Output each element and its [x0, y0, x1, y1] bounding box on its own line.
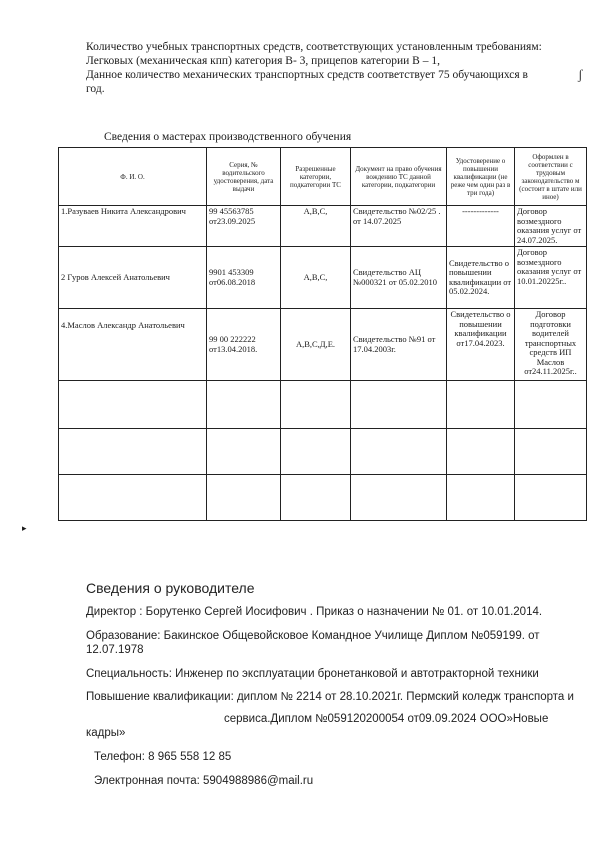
cell-formalized: Договор возмездного оказания услуг от 10.01.20225г.. — [515, 247, 587, 309]
cell-empty — [59, 475, 207, 521]
header-document: Документ на право обучения вождению ТС данной категории, подкатегории — [351, 148, 447, 206]
cell-empty — [515, 381, 587, 429]
manager-phone: Телефон: 8 965 558 12 85 — [94, 751, 232, 763]
table-row — [59, 309, 587, 381]
handwritten-mark: ʃ — [578, 68, 583, 83]
cell-empty — [447, 381, 515, 429]
cell-empty — [281, 429, 351, 475]
table-row — [59, 206, 587, 247]
intro-line-1: Количество учебных транспортных средств, соответствующих установленным требованиям: — [86, 41, 542, 53]
cell-fio: 2 Гуров Алексей Анатольевич — [59, 247, 207, 309]
table-row-empty — [59, 429, 587, 475]
cell-empty — [351, 475, 447, 521]
cell-empty — [207, 475, 281, 521]
table-row — [59, 247, 587, 309]
scan-mark: ▸ — [22, 523, 27, 533]
cell-empty — [515, 429, 587, 475]
intro-line-2: Легковых (механическая кпп) категория В- 3, прицепов категории В – 1, — [86, 55, 440, 67]
header-categories: Разрешенные категории, подкатегории ТС — [281, 148, 351, 206]
cell-document: Свидетельство №02/25 . от 14.07.2025 — [351, 206, 447, 247]
manager-heading: Сведения о руководителе — [86, 580, 255, 596]
cell-empty — [207, 429, 281, 475]
cell-empty — [447, 429, 515, 475]
cell-empty — [447, 475, 515, 521]
cell-empty — [59, 429, 207, 475]
intro-line-3: Данное количество механических транспортных средств соответствует 75 обучающихся в — [86, 69, 528, 81]
header-series: Серия, № водительского удостоверения, дата выдачи — [207, 148, 281, 206]
manager-email: Электронная почта: 5904988986@mail.ru — [94, 775, 314, 787]
cell-document: Свидетельство №91 от 17.04.2003г. — [351, 309, 447, 381]
manager-education-1: Образование: Бакинское Общевойсковое Командное Училище Диплом №059199. от — [86, 630, 540, 642]
manager-qualification-1: Повышение квалификации: диплом № 2214 от 28.10.2021г. Пермский коледж транспорта и — [86, 691, 574, 703]
cell-certificate: Свидетельство о повышении квалификации от17.04.2023. — [447, 309, 515, 381]
cell-empty — [515, 475, 587, 521]
intro-block — [86, 40, 586, 96]
cell-empty — [281, 475, 351, 521]
table-header-row — [59, 148, 587, 206]
cell-empty — [281, 381, 351, 429]
table-row-empty — [59, 381, 587, 429]
manager-section — [86, 580, 596, 788]
cell-certificate: ------------- — [447, 206, 515, 247]
cell-categories: А,В,С, — [281, 247, 351, 309]
cell-empty — [207, 381, 281, 429]
cell-empty — [59, 381, 207, 429]
cell-empty — [351, 381, 447, 429]
cell-empty — [351, 429, 447, 475]
manager-education-2: 12.07.1978 — [86, 644, 144, 656]
intro-line-4: год. — [86, 83, 105, 95]
cell-categories: А,В,С,Д,Е. — [281, 309, 351, 381]
masters-table — [58, 147, 587, 521]
cell-formalized: Договор подготовки водителей транспортных средств ИП Маслов от24.11.2025г.. — [515, 309, 587, 381]
manager-qualification-3: кадры» — [86, 727, 126, 739]
cell-certificate: Свидетельство о повышении квалификации от 05.02.2024. — [447, 247, 515, 309]
header-fio: Ф. И. О. — [59, 148, 207, 206]
cell-fio: 1.Разуваев Никита Александрович — [59, 206, 207, 247]
cell-series: 99 00 222222 от13.04.2018. — [207, 309, 281, 381]
header-formalized: Оформлен в соответствии с трудовым законодательство м (состоит в штате или иное) — [515, 148, 587, 206]
section-title: Сведения о мастерах производственного обучения — [104, 131, 352, 143]
manager-director: Директор : Борутенко Сергей Иосифович . Приказ о назначении № 01. от 10.01.2014. — [86, 606, 543, 618]
cell-formalized: Договор возмездного оказания услуг от 24.07.2025. — [515, 206, 587, 247]
header-certificate: Удостоверение о повышении квалификации (не реже чем один раз в три года) — [447, 148, 515, 206]
manager-specialty: Специальность: Инженер по эксплуатации бронетанковой и автотракторной техники — [86, 668, 539, 680]
table-row-empty — [59, 475, 587, 521]
cell-categories: А,В,С, — [281, 206, 351, 247]
cell-fio: 4.Маслов Александр Анатольевич — [59, 309, 207, 381]
cell-document: Свидетельство АЦ №000321 от 05.02.2010 — [351, 247, 447, 309]
cell-series: 99 45563785 от23.09.2025 — [207, 206, 281, 247]
cell-series: 9901 453309 от06.08.2018 — [207, 247, 281, 309]
manager-qualification-2: сервиса.Диплом №059120200054 от09.09.2024 ООО»Новые — [224, 713, 549, 725]
